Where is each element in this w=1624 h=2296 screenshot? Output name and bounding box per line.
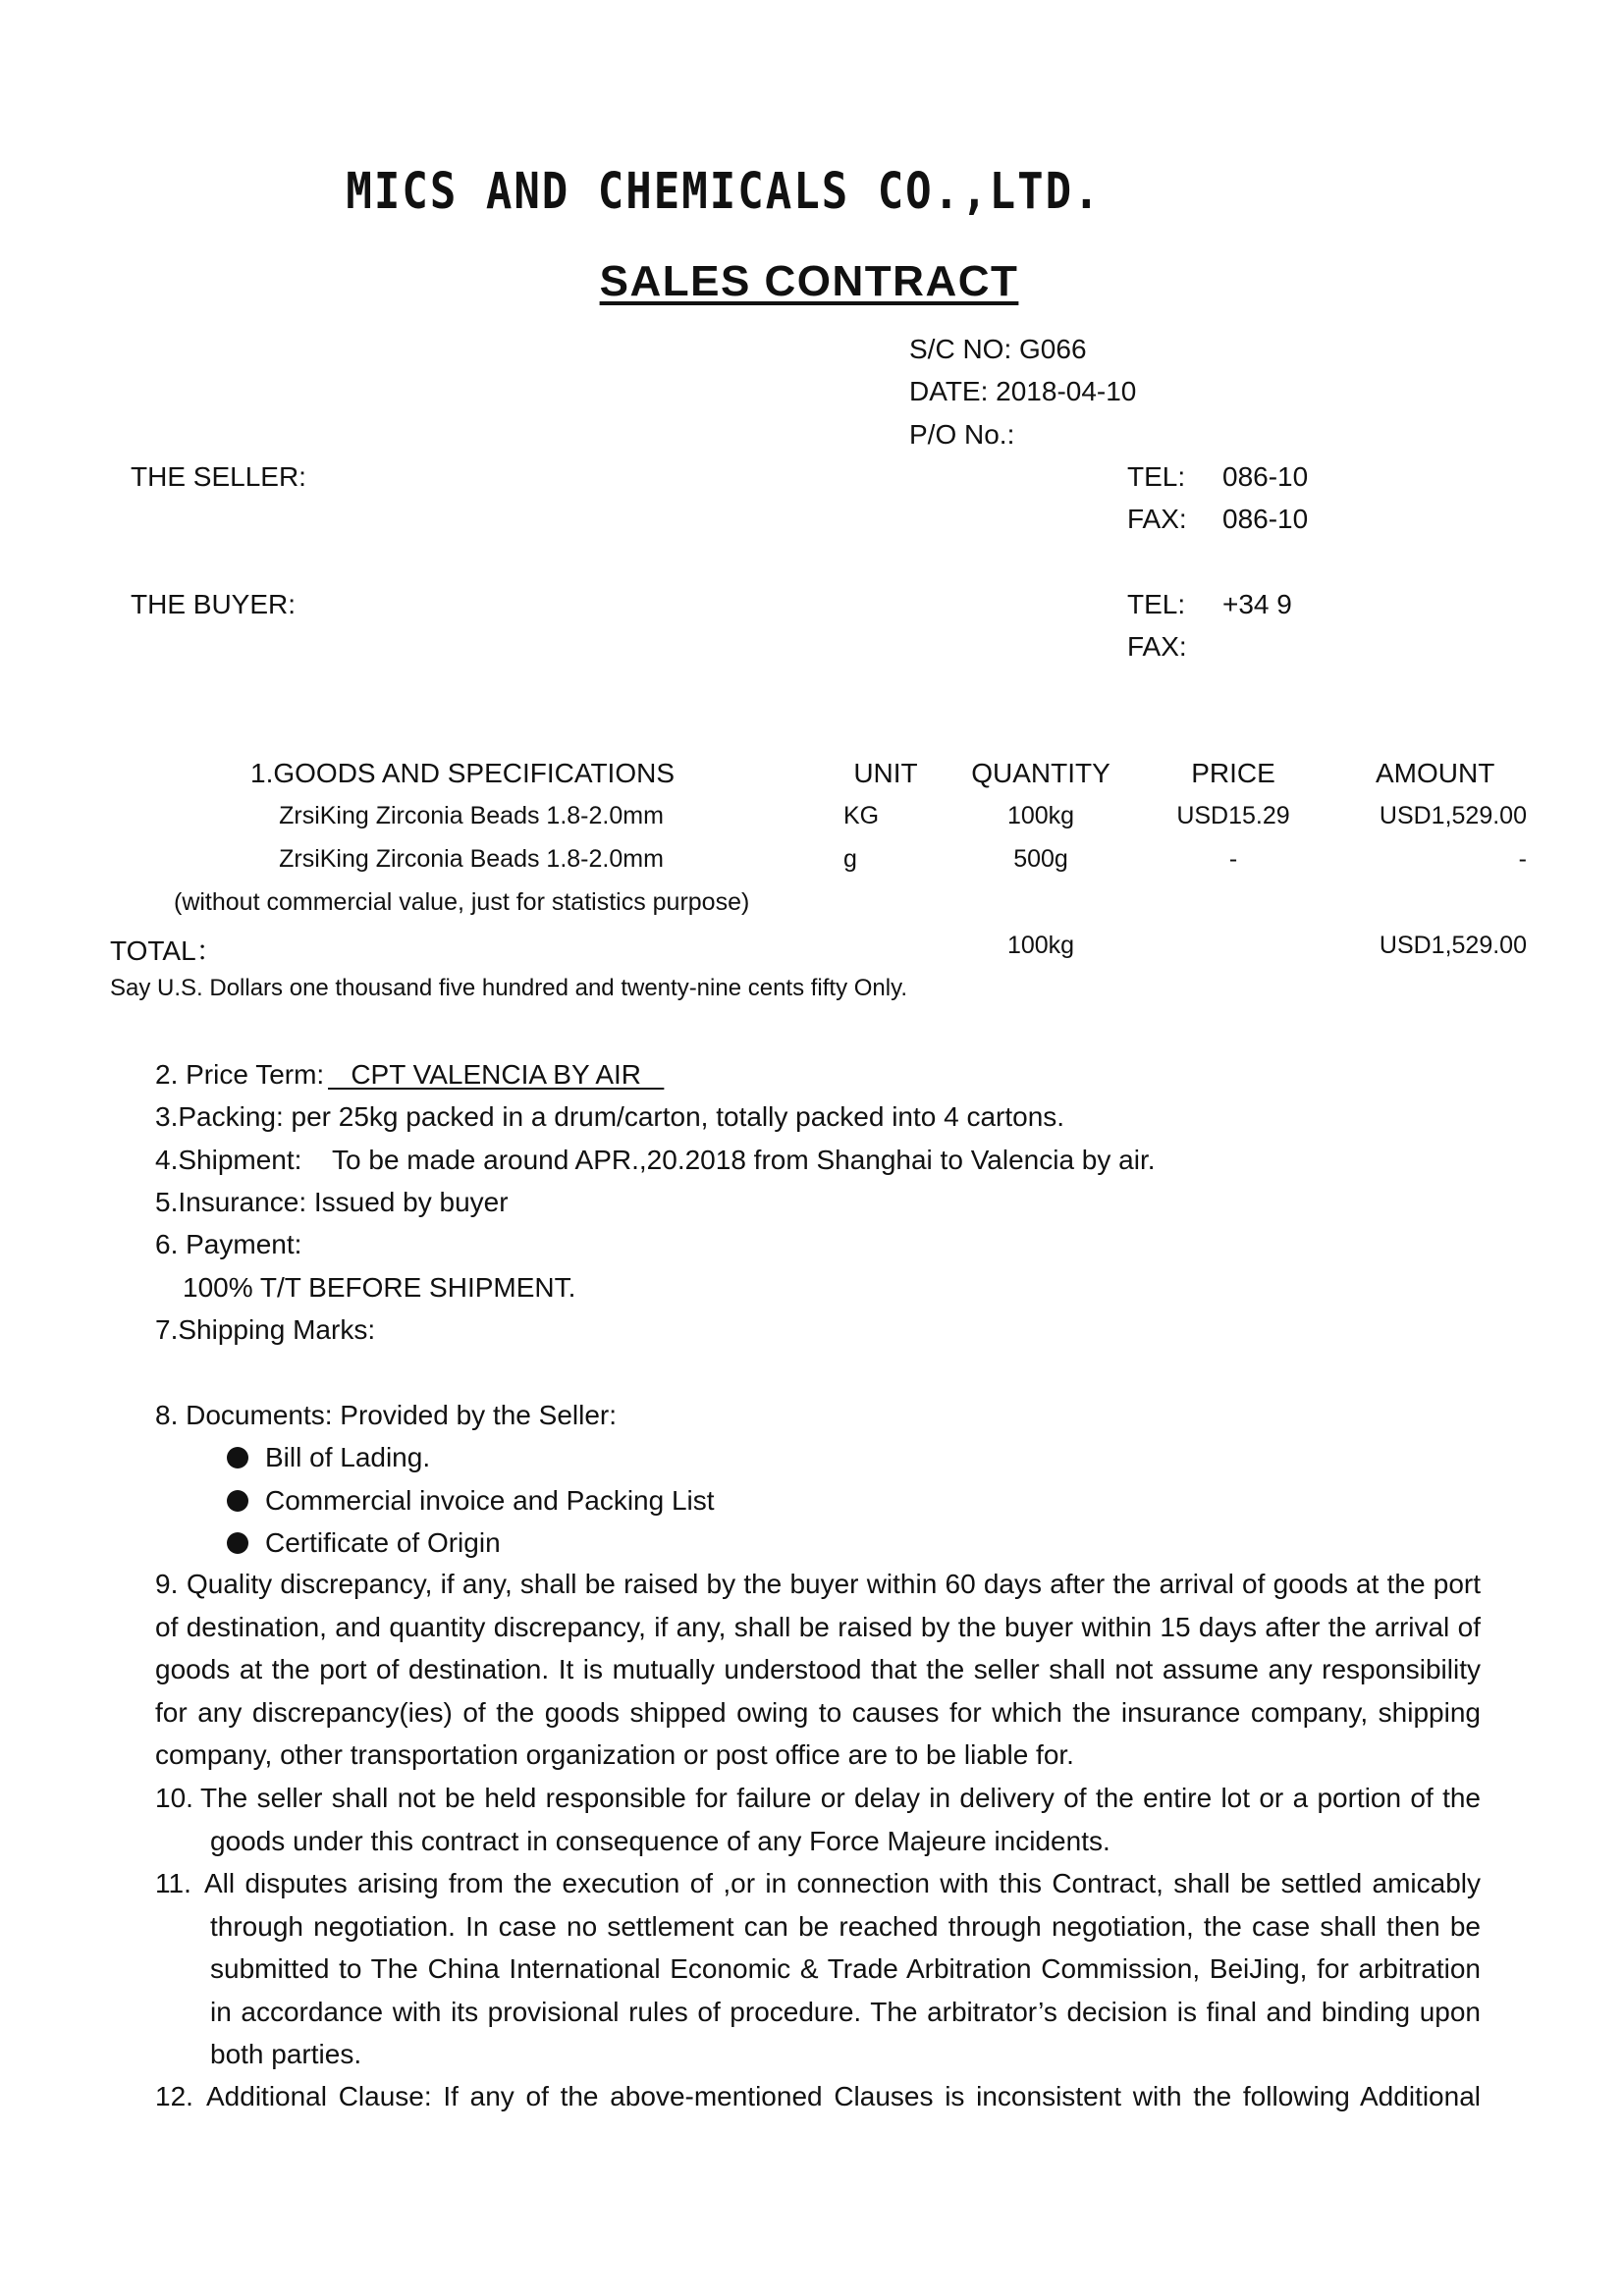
- clause-text: The seller shall not be held responsible for failure or delay in delivery of the entire lot or a portion of the goods under this contract in consequence of any Force Majeure incidents.: [200, 1783, 1481, 1856]
- buyer-fax-label: FAX:: [1127, 631, 1187, 662]
- col-header-price: PRICE: [1191, 758, 1275, 788]
- document-item: Commercial invoice and Packing List: [265, 1485, 715, 1516]
- clause-text: All disputes arising from the execution of ,or in connection with this Contract, shall be settled amicably through negotiation. In case no settlement can be reached through negotiation, the case shall then be submitted to The China International Economic & Trade Arbitration Commission, BeiJing, for arbitration in accordance with its provisional rules of procedure. The arbitrator’s decision is final and binding upon both parties.: [204, 1868, 1481, 2069]
- packing-term: 3.Packing: per 25kg packed in a drum/carton, totally packed into 4 cartons.: [155, 1101, 1065, 1132]
- clause-12: [155, 2075, 1481, 2118]
- po-number: P/O No.:: [909, 419, 1015, 450]
- amount-in-words: Say U.S. Dollars one thousand five hundred and twenty-nine cents fifty Only.: [110, 975, 907, 1001]
- sc-number: S/C NO: G066: [909, 334, 1087, 364]
- total-quantity: 100kg: [1006, 932, 1075, 959]
- goods-amount: USD1,529.00: [1379, 802, 1527, 829]
- col-header-goods: 1.GOODS AND SPECIFICATIONS: [250, 758, 676, 788]
- col-header-unit: UNIT: [853, 758, 918, 788]
- total-amount: USD1,529.00: [1379, 932, 1527, 959]
- clause-11: [155, 1862, 1481, 2076]
- col-header-amount: AMOUNT: [1376, 758, 1495, 788]
- col-header-quantity: QUANTITY: [971, 758, 1110, 788]
- clause-number: 9.: [155, 1569, 179, 1599]
- clause-number: 12.: [155, 2081, 193, 2111]
- clause-text: Quality discrepancy, if any, shall be raised by the buyer within 60 days after the arrival of goods at the port of destination, and quantity discrepancy, if any, shall be raised by the buyer within 15 days after the arrival of goods at the port of destination. It is mutually understood that the seller shall not assume any responsibility for any discrepancy(ies) of the goods shipped owing to causes for which the insurance company, shipping company, other transportation organization or post office are to be liable for.: [155, 1569, 1481, 1770]
- goods-unit: KG: [843, 802, 880, 829]
- goods-amount: -: [1518, 845, 1527, 873]
- clause-number: 11.: [155, 1868, 191, 1898]
- buyer-tel-label: TEL:: [1127, 589, 1186, 619]
- clause-9: [155, 1563, 1481, 1777]
- shipment-term: 4.Shipment: To be made around APR.,20.2018 from Shanghai to Valencia by air.: [155, 1145, 1156, 1175]
- goods-price: USD15.29: [1176, 802, 1290, 829]
- payment-value: 100% T/T BEFORE SHIPMENT.: [183, 1272, 576, 1303]
- buyer-label: THE BUYER:: [131, 589, 297, 619]
- payment-label: 6. Payment:: [155, 1229, 302, 1259]
- insurance-term: 5.Insurance: Issued by buyer: [155, 1187, 509, 1217]
- shipping-marks-label: 7.Shipping Marks:: [155, 1314, 376, 1345]
- goods-qty: 100kg: [1006, 802, 1075, 829]
- clause-text: Additional Clause: If any of the above-mentioned Clauses is inconsistent with the following Additional: [206, 2081, 1481, 2111]
- document-item: Bill of Lading.: [265, 1442, 431, 1472]
- goods-unit: g: [843, 845, 857, 873]
- seller-tel-label: TEL:: [1127, 461, 1186, 492]
- goods-desc: ZrsiKing Zirconia Beads 1.8-2.0mm: [279, 802, 664, 829]
- seller-tel: 086-10: [1222, 461, 1309, 492]
- company-name: MICS AND CHEMICALS CO.,LTD.: [346, 163, 1102, 221]
- seller-fax: 086-10: [1222, 504, 1309, 534]
- bullet-icon: [227, 1447, 248, 1468]
- total-label: TOTAL：: [110, 935, 224, 966]
- price-term-label: 2. Price Term:: [155, 1059, 325, 1090]
- seller-label: THE SELLER:: [131, 461, 306, 492]
- price-term-value: CPT VALENCIA BY AIR: [328, 1059, 665, 1090]
- goods-note: (without commercial value, just for statistics purpose): [174, 888, 750, 916]
- goods-qty: 500g: [1013, 845, 1068, 873]
- bullet-icon: [227, 1532, 248, 1554]
- document-item: Certificate of Origin: [265, 1527, 501, 1558]
- documents-label: 8. Documents: Provided by the Seller:: [155, 1400, 618, 1430]
- contract-date: DATE: 2018-04-10: [909, 376, 1137, 406]
- clause-number: 10.: [155, 1783, 193, 1813]
- goods-desc: ZrsiKing Zirconia Beads 1.8-2.0mm: [279, 845, 664, 873]
- bullet-icon: [227, 1490, 248, 1512]
- seller-fax-label: FAX:: [1127, 504, 1187, 534]
- contract-title: SALES CONTRACT: [599, 257, 1019, 305]
- buyer-tel: +34 9: [1222, 589, 1292, 619]
- clause-10: [155, 1777, 1481, 1862]
- goods-price: -: [1228, 845, 1238, 873]
